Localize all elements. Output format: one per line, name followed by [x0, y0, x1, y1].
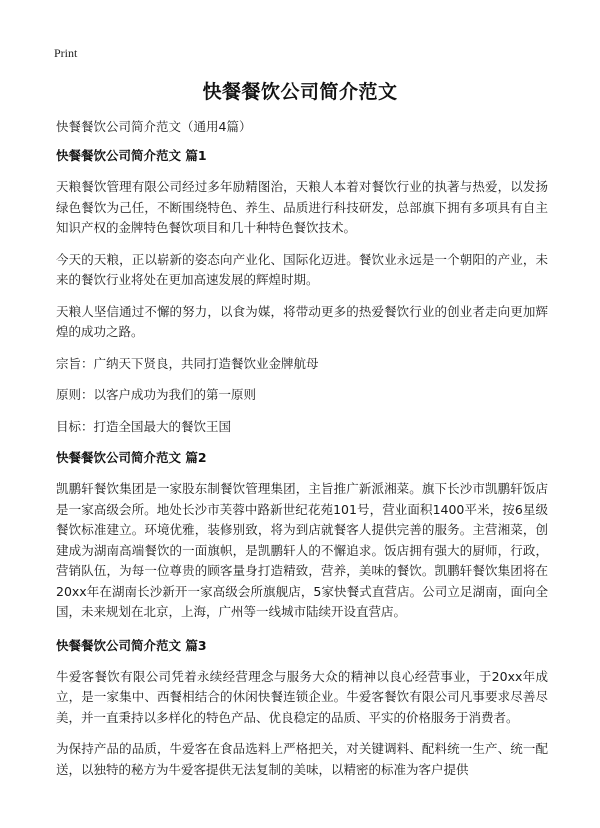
section-1-paragraph: 天粮餐饮管理有限公司经过多年励精图治，天粮人本着对餐饮行业的执著与热爱，以发扬绿色餐饮为己任，不断围绕特色、养生、品质进行科技研发，总部旗下拥有多项具有自主知识产权的金牌特色餐饮项目和几十种特色餐饮技术。 — [56, 179, 548, 235]
section-1-paragraph: 原则：以客户成功为我们的第一原则 — [56, 387, 257, 402]
section-3-paragraph: 为保持产品的品质，牛爱客在食品选料上严格把关，对关键调料、配料统一生产、统一配送，以独特的秘方为牛爱客提供无法复制的美味，以精密的标准为客户提供 — [56, 741, 548, 777]
section-1-paragraph: 天粮人坚信通过不懈的努力，以食为媒，将带动更多的热爱餐饮行业的创业者走向更加辉煌的成功之路。 — [56, 303, 548, 339]
page-title: 快餐餐饮公司简介范文 — [202, 81, 398, 103]
section-1-paragraph: 宗旨：广纳天下贤良，共同打造餐饮业金牌航母 — [56, 355, 319, 371]
section-2-paragraph: 凯鹏轩餐饮集团是一家股东制餐饮管理集团，主旨推广新派湘菜。旗下长沙市凯鹏轩饭店是一家高级会所。地处长沙市芙蓉中路新世纪花苑101号，营业面积1400平米，按6星级餐饮标准建立。环境优雅，装修别致，将为到店就餐客人提供完善的服务。主营湘菜，创建成为湖南高端餐饮的一面旗帜，是凯鹏轩人的不懈追求。饭店拥有强大的厨师，行政，营销队伍，为每一位尊贵的顾客量身打造精致，营养，美味的餐饮。凯鹏轩餐饮集团将在20xx年在湖南长沙新开一家高级会所旗舰店，5家快餐式直营店。公司立足湖南，面向全国，未来规划在北京，上海，广州等一线城市陆续开设直营店。 — [56, 481, 548, 619]
document-subtitle: 快餐餐饮公司简介范文（通用4篇） — [56, 119, 252, 134]
section-heading-2: 快餐餐饮公司简介范文 篇2 — [56, 450, 207, 465]
print-label: Print — [54, 46, 78, 60]
document-body — [56, 117, 548, 791]
section-1-paragraph: 今天的天粮，正以崭新的姿态向产业化、国际化迈进。餐饮业永远是一个朝阳的产业，未来的餐饮行业将处在更加高速发展的辉煌时期。 — [56, 251, 548, 287]
section-3-paragraph: 牛爱客餐饮有限公司凭着永续经营理念与服务大众的精神以良心经营事业，于20xx年成立，是一家集中、西餐相结合的休闲快餐连锁企业。牛爱客餐饮有限公司凡事要求尽善尽美，并一直秉持以多样化的特色产品、优良稳定的品质、平实的价格服务于消费者。 — [56, 668, 548, 725]
section-heading-3: 快餐餐饮公司简介范文 篇3 — [56, 637, 207, 653]
section-1-paragraph: 目标：打造全国最大的餐饮王国 — [56, 418, 232, 434]
section-heading-1: 快餐餐饮公司简介范文 篇1 — [56, 148, 207, 163]
